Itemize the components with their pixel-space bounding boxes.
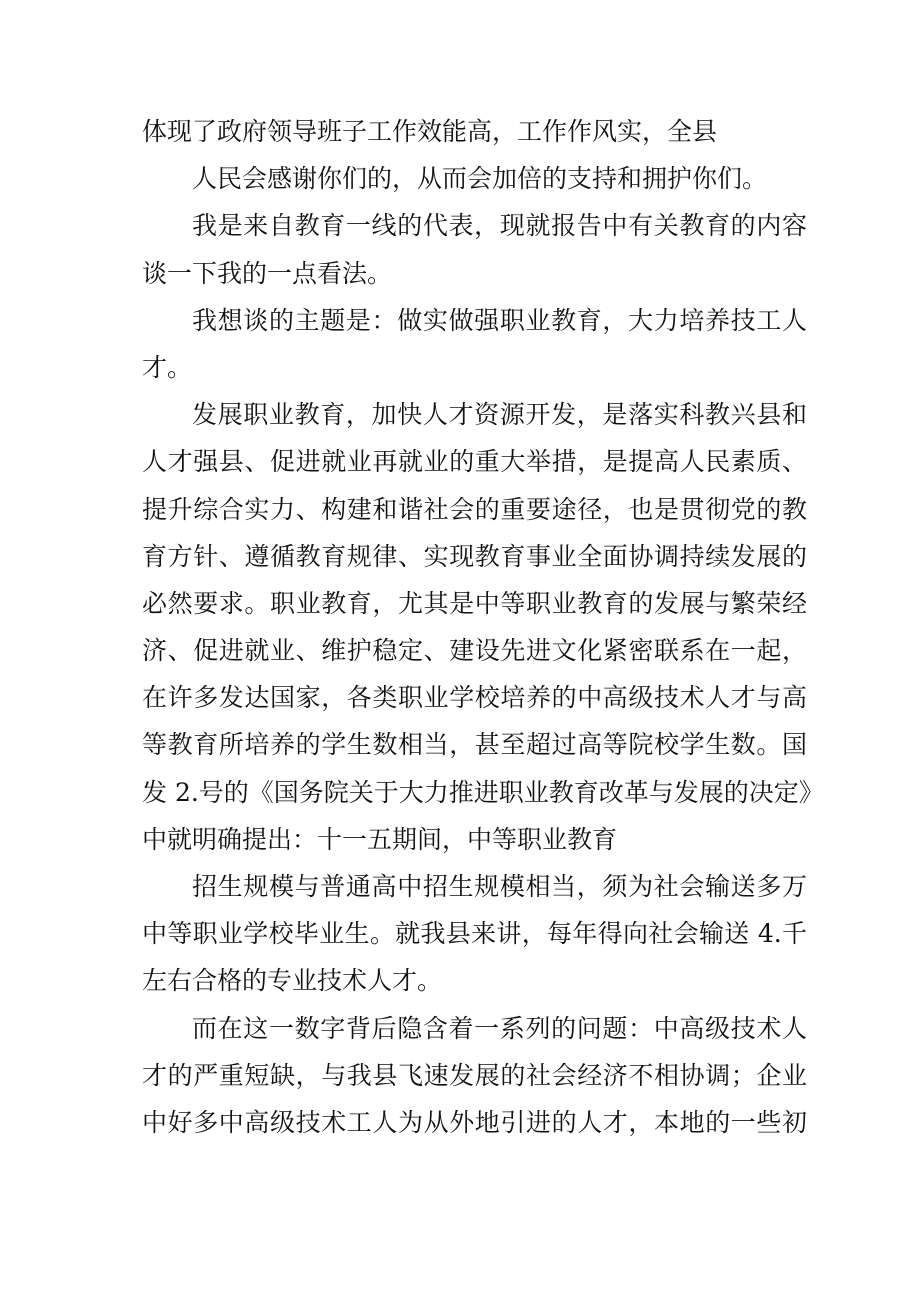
body-text [142,108,824,1146]
text-line: 左右合格的专业技术人才。 [142,966,443,996]
text-line: 才的严重短缺，与我县飞速发展的社会经济不相协调；企业 [142,1060,807,1090]
text-line: 发展职业教育，加快人才资源开发，是落实科教兴县和 [192,400,807,430]
text-line: 招生规模与普通高中招生规模相当，须为社会输送多万 [192,872,807,901]
text-line: 提升综合实力、构建和谐社会的重要途径，也是贯彻党的教 [142,494,807,524]
text-line: 中好多中高级技术工人为从外地引进的人才，本地的一些初 [142,1107,807,1137]
text-line: 济、促进就业、维护稳定、建设先进文化紧密联系在一起， [142,636,807,666]
text-line: 中就明确提出：十一五期间，中等职业教育 [142,824,618,854]
text-line: 而在这一数字背后隐含着一系列的问题：中高级技术人 [192,1013,807,1043]
text-line: 我想谈的主题是：做实做强职业教育，大力培养技工人 [192,305,807,335]
text-line: 必然要求。职业教育，尤其是中等职业教育的发展与繁荣经 [142,588,807,618]
text-line: 中等职业学校毕业生。就我县来讲，每年得向社会输送 4.千 [142,919,807,949]
text-line: 才。 [142,352,193,382]
text-line: 人才强县、促进就业再就业的重大举措，是提高人民素质、 [142,447,807,477]
text-line: 育方针、遵循教育规律、实现教育事业全面协调持续发展的 [142,541,807,571]
text-line: 等教育所培养的学生数相当，甚至超过高等院校学生数。国 [142,730,807,760]
text-line: 发 2.号的《国务院关于大力推进职业教育改革与发展的决定》 [142,777,824,807]
text-line: 谈一下我的一点看法。 [142,258,393,288]
text-line: 体现了政府领导班子工作效能高，工作作风实，全县 [142,117,718,146]
text-line: 人民会感谢你们的，从而会加倍的支持和拥护你们。 [192,164,768,194]
text-line: 在许多发达国家，各类职业学校培养的中高级技术人才与高 [142,683,807,713]
text-line: 我是来自教育一线的代表，现就报告中有关教育的内容 [192,211,807,241]
